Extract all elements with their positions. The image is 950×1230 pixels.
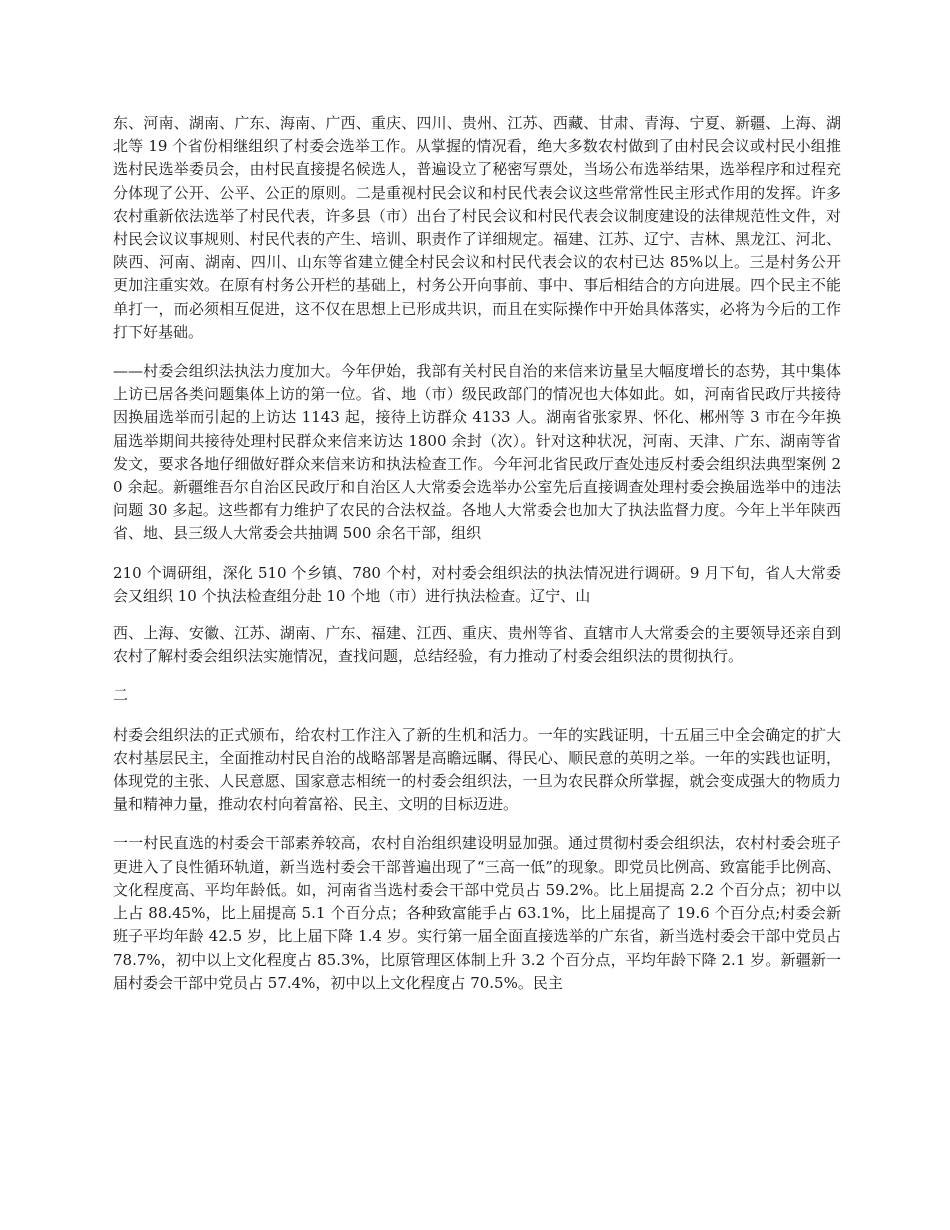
paragraph-election-practices: 东、河南、湖南、广东、海南、广西、重庆、四川、贵州、江苏、西藏、甘肃、青海、宁夏、新疆、上海、湖北等 19 个省份相继组织了村委会选举工作。从掌握的情况看，绝大多数农村做到了由村民会议或村民小组推选村民选举委员会，由村民直接提名候选人，普遍设立了秘密写票处，当场公布选举结果，选举程序和过程充分体现了公开、公平、公正的原则。二是重视村民会议和村民代表会议这些常常性民主形式作用的发挥。许多农村重新依法选举了村民代表，许多县（市）出台了村民会议和村民代表会议制度建设的法律规范性文件，对村民会议议事规则、村民代表的产生、培训、职责作了详细规定。福建、江苏、辽宁、吉林、黑龙江、河北、陕西、河南、湖南、四川、山东等省建立健全村民会议和村民代表会议的农村已达 85%以上。三是村务公开更加注重实效。在原有村务公开栏的基础上，村务公开向事前、事中、事后相结合的方向进展。四个民主不能单打一，而必须相互促进，这不仅在思想上已形成共识，而且在实际操作中开始具体落实，必将为今后的工作打下好基础。 <box>113 114 841 341</box>
paragraph-provincial-leaders: 西、上海、安徽、江苏、湖南、广东、福建、江西、重庆、贵州等省、直辖市人大常委会的主要领导还亲自到农村了解村委会组织法实施情况，查找问题，总结经验，有力推动了村委会组织法的贯彻执行。 <box>113 624 841 666</box>
paragraph-law-promulgation: 村委会组织法的正式颁布，给农村工作注入了新的生机和活力。一年的实践证明，十五届三中全会确定的扩大农村基层民主，全面推动村民自治的战略部署是高瞻远瞩、得民心、顺民意的英明之举。一年的实践也证明，体现党的主张、人民意愿、国家意志相统一的村委会组织法，一旦为农民群众所掌握，就会变成强大的物质力量和精神力量，推动农村向着富裕、民主、文明的目标迈进。 <box>113 725 841 814</box>
section-heading-two: 二 <box>113 686 129 705</box>
paragraph-research-groups: 210 个调研组，深化 510 个乡镇、780 个村，对村委会组织法的执法情况进行调研。9 月下旬，省人大常委会又组织 10 个执法检查组分赴 10 个地（市）进行执法检查。辽宁、山 <box>113 563 841 605</box>
paragraph-law-enforcement: ——村委会组织法执法力度加大。今年伊始，我部有关村民自治的来信来访量呈大幅度增长的态势，其中集体上访已居各类问题集体上访的第一位。省、地（市）级民政部门的情况也大体如此。如，河南省民政厅共接待因换届选举而引起的上访达 1143 起，接待上访群众 4133 人。湖南省张家界、怀化、郴州等 3 市在今年换届选举期间共接待处理村民群众来信来访达 1800 余封（次）。针对这种状况，河南、天津、广东、湖南等省发文，要求各地仔细做好群众来信来访和执法检查工作。今年河北省民政厅查处违反村委会组织法典型案例 20 余起。新疆维吾尔自治区民政厅和自治区人大常委会选举办公室先后直接调查处理村委会换届选举中的违法问题 30 多起。这些都有力维护了农民的合法权益。各地人大常委会也加大了执法监督力度。今年上半年陕西省、地、县三级人大常委会共抽调 500 余名干部，组织 <box>113 362 841 543</box>
document-page <box>113 112 841 1011</box>
paragraph-cadre-quality: 一一村民直选的村委会干部素养较高，农村自治组织建设明显加强。通过贯彻村委会组织法，农村村委会班子更进入了良性循环轨道，新当选村委会干部普遍出现了“三高一低”的现象。即党员比例高、致富能手比例高、文化程度高、平均年龄低。如，河南省当选村委会干部中党员占 59.2%。比上届提高 2.2 个百分点；初中以上占 88.45%，比上届提高 5.1 个百分点；各种致富能手占 63.1%，比上届提高了 19.6 个百分点;村委会新班子平均年龄 42.5 岁，比上届下降 1.4 岁。实行第一届全面直接选举的广东省，新当选村委会干部中党员占 78.7%，初中以上文化程度占 85.3%，比原管理区体制上升 3.2 个百分点，平均年龄下降 2.1 岁。新疆新一届村委会干部中党员占 57.4%，初中以上文化程度占 70.5%。民主 <box>113 834 841 992</box>
